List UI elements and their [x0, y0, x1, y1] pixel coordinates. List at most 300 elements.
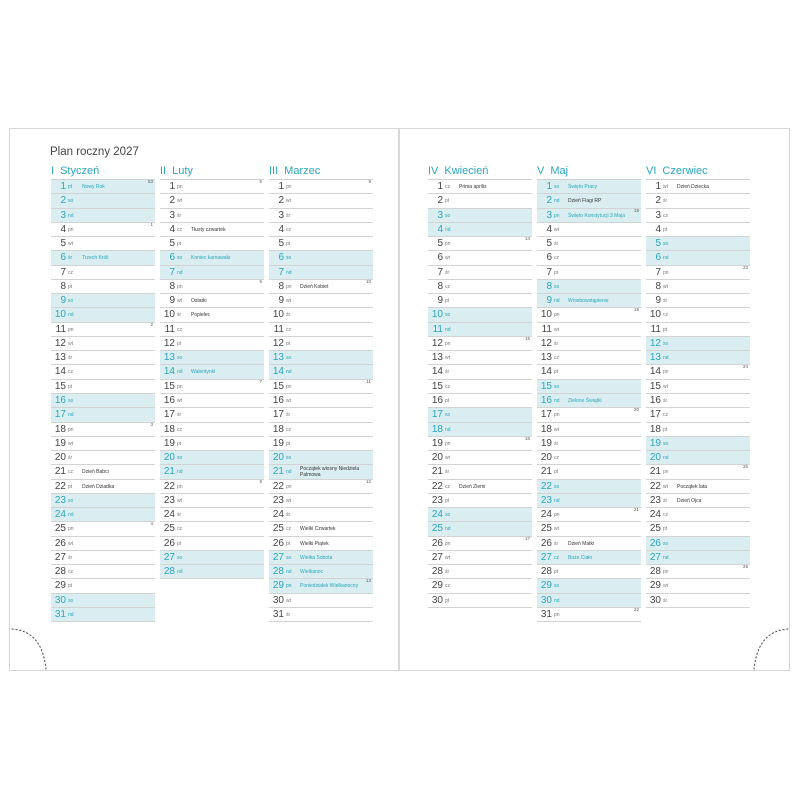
weekday-abbr: cz: [68, 469, 73, 476]
day-row: [537, 308, 641, 322]
weekday-abbr: cz: [177, 526, 182, 533]
day-row: [537, 223, 641, 237]
weekday-abbr: pn: [286, 184, 292, 190]
weekday-abbr: so: [663, 540, 669, 547]
day-number: 9: [169, 295, 175, 307]
weekday-abbr: so: [177, 355, 183, 362]
day-row: [428, 522, 532, 536]
day-row: [269, 337, 373, 351]
day-row: [269, 594, 373, 608]
day-row: [269, 294, 373, 308]
day-row: [160, 522, 264, 536]
weekday-abbr: pt: [554, 369, 559, 376]
week-number: 16: [524, 435, 530, 441]
month-header: [537, 163, 641, 179]
day-number: 28: [54, 566, 66, 578]
day-number: 23: [272, 494, 284, 506]
day-row: [51, 451, 155, 465]
day-number: 17: [649, 409, 661, 421]
weekday-abbr: wt: [663, 583, 668, 590]
day-number: 16: [54, 394, 66, 406]
week-number: 19: [633, 307, 639, 313]
weekday-abbr: wt: [663, 184, 668, 190]
day-row: [269, 209, 373, 223]
day-row: [537, 480, 641, 494]
weekday-abbr: cz: [445, 283, 450, 290]
week-number: 5: [259, 179, 262, 184]
day-row: [269, 408, 373, 422]
day-number: 31: [272, 608, 284, 620]
weekday-abbr: wt: [177, 397, 182, 404]
day-row: [269, 522, 373, 536]
weekday-abbr: pt: [286, 340, 291, 347]
weekday-abbr: wt: [663, 483, 668, 490]
day-row: [51, 380, 155, 394]
weekday-abbr: pt: [177, 241, 182, 248]
weekday-abbr: so: [68, 597, 74, 604]
day-number: 3: [655, 209, 661, 221]
day-number: 21: [649, 466, 661, 478]
week-number: 10: [365, 278, 371, 284]
day-list: [160, 179, 264, 579]
weekday-abbr: wt: [663, 383, 668, 390]
day-row: [160, 266, 264, 280]
day-row: [537, 351, 641, 365]
month-header: [160, 163, 264, 179]
day-row: [646, 308, 750, 322]
week-number: 20: [633, 407, 639, 413]
day-row: [646, 565, 750, 579]
day-row: [269, 194, 373, 208]
day-row: [51, 537, 155, 551]
week-number: 22: [633, 606, 639, 612]
day-number: 22: [54, 480, 66, 492]
weekday-abbr: pn: [68, 426, 74, 433]
day-row: [428, 508, 532, 522]
day-number: 28: [649, 566, 661, 578]
day-row: [51, 365, 155, 379]
weekday-abbr: pn: [445, 241, 451, 248]
holiday-label: Święto Konstytucji 3 Maja: [568, 212, 625, 219]
day-row: [269, 380, 373, 394]
day-number: 27: [272, 551, 284, 563]
day-number: 17: [272, 409, 284, 421]
weekday-abbr: pt: [68, 583, 73, 590]
holiday-label: Tłusty czwartek: [191, 226, 226, 233]
day-row: [537, 465, 641, 479]
day-number: 26: [272, 537, 284, 549]
day-number: 24: [54, 509, 66, 521]
weekday-abbr: so: [177, 554, 183, 561]
day-number: 5: [278, 238, 284, 250]
day-list: [646, 179, 750, 608]
day-row: [428, 337, 532, 351]
weekday-abbr: pn: [554, 611, 560, 618]
weekday-abbr: pn: [68, 226, 74, 233]
day-row: [160, 308, 264, 322]
day-number: 1: [437, 181, 443, 192]
day-number: 2: [60, 195, 66, 207]
day-number: 20: [54, 452, 66, 464]
day-number: 31: [54, 608, 66, 620]
day-row: [537, 194, 641, 208]
day-number: 14: [540, 366, 552, 378]
day-row: [428, 251, 532, 265]
day-row: [269, 579, 373, 593]
day-number: 26: [54, 537, 66, 549]
weekday-abbr: śr: [663, 298, 668, 305]
weekday-abbr: pt: [286, 540, 291, 547]
day-row: [646, 551, 750, 565]
day-number: 11: [541, 323, 552, 335]
day-number: 26: [431, 537, 443, 549]
weekday-abbr: so: [445, 312, 451, 319]
dotted-arc-icon: [10, 625, 50, 671]
day-row: [51, 194, 155, 208]
day-row: [160, 437, 264, 451]
day-number: 2: [278, 195, 284, 207]
day-number: 22: [431, 480, 443, 492]
day-number: 10: [163, 309, 175, 321]
week-number: 1: [150, 221, 153, 227]
day-number: 9: [546, 295, 552, 307]
day-number: 27: [649, 551, 661, 563]
weekday-abbr: wt: [68, 340, 73, 347]
day-row: [269, 323, 373, 337]
week-number: 25: [742, 464, 748, 470]
day-row: [51, 408, 155, 422]
day-row: [160, 480, 264, 494]
week-number: 8: [259, 478, 262, 484]
day-number: 16: [163, 394, 175, 406]
day-number: 25: [272, 523, 284, 535]
month-name: Kwiecień: [444, 165, 489, 177]
day-row: [269, 465, 373, 479]
day-row: [428, 437, 532, 451]
day-row: [160, 494, 264, 508]
day-number: 13: [163, 352, 175, 364]
day-row: [160, 423, 264, 437]
weekday-abbr: nd: [177, 269, 183, 276]
day-number: 25: [54, 523, 66, 535]
day-list: [428, 179, 532, 608]
weekday-abbr: nd: [663, 255, 669, 262]
month-numeral: II: [160, 165, 167, 177]
weekday-abbr: śr: [177, 312, 182, 319]
weekday-abbr: śr: [68, 554, 73, 561]
day-number: 30: [272, 594, 284, 606]
day-number: 10: [54, 309, 66, 321]
day-row: [269, 251, 373, 265]
day-number: 26: [649, 537, 661, 549]
weekday-abbr: wt: [554, 526, 559, 533]
day-number: 14: [272, 366, 284, 378]
day-number: 3: [60, 209, 66, 221]
day-number: 5: [169, 238, 175, 250]
day-row: [51, 323, 155, 337]
weekday-abbr: wt: [554, 326, 559, 333]
weekday-abbr: so: [554, 283, 560, 290]
day-number: 19: [649, 437, 661, 449]
weekday-abbr: pt: [445, 298, 450, 305]
day-number: 15: [431, 380, 443, 392]
day-number: 13: [272, 352, 284, 364]
holiday-label: Dzień Kobiet: [300, 283, 329, 290]
day-row: [537, 408, 641, 422]
week-number: 17: [524, 535, 530, 541]
day-number: 24: [540, 509, 552, 521]
day-row: [537, 451, 641, 465]
weekday-abbr: pn: [286, 583, 292, 590]
day-number: 8: [655, 280, 661, 292]
day-number: 24: [163, 509, 175, 521]
day-row: [160, 537, 264, 551]
weekday-abbr: cz: [554, 255, 559, 262]
holiday-label: Nowy Rok: [82, 184, 105, 190]
day-number: 6: [437, 252, 443, 264]
day-row: [51, 579, 155, 593]
day-row: [646, 351, 750, 365]
day-number: 6: [169, 252, 175, 264]
day-row: [51, 266, 155, 280]
weekday-abbr: pn: [554, 412, 560, 419]
day-number: 8: [546, 280, 552, 292]
week-number: 4: [150, 521, 153, 527]
day-number: 6: [546, 252, 552, 264]
holiday-label: Wielka Sobota: [300, 554, 333, 561]
weekday-abbr: cz: [663, 412, 668, 419]
day-row: [646, 494, 750, 508]
day-row: [51, 508, 155, 522]
day-row: [428, 551, 532, 565]
day-number: 4: [655, 223, 661, 235]
weekday-abbr: śr: [663, 397, 668, 404]
weekday-abbr: śr: [445, 569, 450, 576]
day-number: 29: [540, 580, 552, 592]
day-row: [537, 266, 641, 280]
holiday-label: Zielone Świątki: [568, 397, 602, 404]
day-number: 18: [649, 423, 661, 435]
day-number: 28: [431, 566, 443, 578]
day-number: 13: [54, 352, 66, 364]
day-number: 12: [431, 337, 443, 349]
day-row: [537, 494, 641, 508]
weekday-abbr: pn: [445, 540, 451, 547]
day-row: [51, 565, 155, 579]
weekday-abbr: wt: [663, 283, 668, 290]
day-number: 4: [169, 223, 175, 235]
day-row: [51, 594, 155, 608]
weekday-abbr: wt: [177, 298, 182, 305]
weekday-abbr: cz: [177, 226, 182, 233]
day-number: 19: [272, 437, 284, 449]
day-number: 24: [649, 509, 661, 521]
day-number: 14: [163, 366, 175, 378]
month-numeral: V: [537, 165, 545, 177]
holiday-label: Wielki Czwartek: [300, 526, 336, 533]
day-row: [646, 266, 750, 280]
weekday-abbr: so: [177, 455, 183, 462]
day-row: [51, 251, 155, 265]
week-number: 21: [633, 507, 639, 513]
day-number: 10: [431, 309, 443, 321]
day-row: [646, 537, 750, 551]
day-row: [51, 494, 155, 508]
weekday-abbr: śr: [177, 212, 182, 219]
holiday-label: Prima aprilis: [459, 184, 487, 190]
day-number: 10: [649, 309, 661, 321]
weekday-abbr: so: [286, 455, 292, 462]
day-row: [537, 594, 641, 608]
day-row: [269, 308, 373, 322]
weekday-abbr: pt: [554, 269, 559, 276]
month-column: [646, 163, 750, 608]
day-row: [51, 351, 155, 365]
day-row: [160, 294, 264, 308]
weekday-abbr: śr: [68, 455, 73, 462]
day-list: [537, 179, 641, 622]
day-row: [428, 323, 532, 337]
day-number: 20: [272, 452, 284, 464]
day-number: 27: [540, 551, 552, 563]
day-row: [269, 351, 373, 365]
day-number: 3: [169, 209, 175, 221]
day-list: [51, 179, 155, 622]
month-name: Marzec: [284, 165, 321, 177]
weekday-abbr: nd: [445, 526, 451, 533]
day-number: 1: [278, 181, 284, 192]
week-number: 12: [365, 478, 371, 484]
day-row: [51, 337, 155, 351]
holiday-label: Dzień Flagi RP: [568, 198, 602, 205]
day-row: [646, 408, 750, 422]
month-column: [537, 163, 641, 622]
day-row: [537, 551, 641, 565]
weekday-abbr: wt: [68, 440, 73, 447]
day-row: [646, 223, 750, 237]
weekday-abbr: nd: [68, 412, 74, 419]
day-row: [537, 209, 641, 223]
day-row: [160, 351, 264, 365]
day-row: [269, 480, 373, 494]
weekday-abbr: so: [177, 255, 183, 262]
day-row: [160, 380, 264, 394]
weekday-abbr: śr: [445, 269, 450, 276]
day-row: [537, 394, 641, 408]
day-row: [269, 365, 373, 379]
day-row: [646, 594, 750, 608]
day-number: 17: [540, 409, 552, 421]
holiday-label: Boże Ciało: [568, 554, 593, 561]
weekday-abbr: nd: [445, 226, 451, 233]
day-row: [646, 423, 750, 437]
day-number: 7: [546, 266, 552, 278]
day-row: [646, 480, 750, 494]
weekday-abbr: cz: [68, 369, 73, 376]
page-title: Plan roczny 2027: [50, 146, 139, 158]
weekday-abbr: cz: [663, 312, 668, 319]
day-number: 16: [272, 394, 284, 406]
day-row: [428, 579, 532, 593]
month-numeral: III: [269, 165, 279, 177]
day-number: 4: [437, 223, 443, 235]
holiday-label: Popielec: [191, 312, 211, 319]
day-number: 3: [278, 209, 284, 221]
holiday-label: Wielkanoc: [300, 569, 324, 576]
day-number: 24: [272, 509, 284, 521]
day-row: [160, 323, 264, 337]
day-row: [269, 266, 373, 280]
day-row: [160, 194, 264, 208]
weekday-abbr: cz: [286, 226, 291, 233]
weekday-abbr: wt: [445, 255, 450, 262]
weekday-abbr: so: [286, 255, 292, 262]
day-row: [51, 465, 155, 479]
day-number: 8: [437, 280, 443, 292]
day-number: 11: [273, 323, 284, 335]
weekday-abbr: pt: [554, 469, 559, 476]
weekday-abbr: nd: [286, 569, 292, 576]
day-row: [428, 237, 532, 251]
day-row: [537, 365, 641, 379]
day-number: 27: [431, 551, 443, 563]
day-row: [428, 465, 532, 479]
weekday-abbr: wt: [286, 298, 291, 305]
weekday-abbr: pn: [663, 569, 669, 576]
day-number: 7: [60, 266, 66, 278]
day-number: 13: [540, 352, 552, 364]
day-row: [51, 308, 155, 322]
day-row: [428, 537, 532, 551]
weekday-abbr: wt: [177, 198, 182, 205]
day-number: 20: [540, 452, 552, 464]
day-number: 11: [432, 323, 443, 335]
weekday-abbr: pn: [663, 469, 669, 476]
day-row: [537, 237, 641, 251]
weekday-abbr: pn: [286, 383, 292, 390]
weekday-abbr: so: [445, 512, 451, 519]
day-row: [428, 294, 532, 308]
weekday-abbr: nd: [177, 469, 183, 476]
day-row: [160, 223, 264, 237]
day-row: [428, 180, 532, 194]
month-numeral: IV: [428, 165, 439, 177]
day-number: 10: [540, 309, 552, 321]
day-number: 15: [649, 380, 661, 392]
day-number: 29: [54, 580, 66, 592]
day-number: 31: [540, 608, 552, 620]
weekday-abbr: cz: [445, 483, 450, 490]
weekday-abbr: cz: [445, 184, 450, 190]
day-number: 30: [540, 594, 552, 606]
weekday-abbr: śr: [286, 412, 291, 419]
week-number: 7: [259, 378, 262, 384]
day-number: 25: [540, 523, 552, 535]
month-column: [428, 163, 532, 608]
weekday-abbr: pn: [663, 369, 669, 376]
day-number: 21: [272, 466, 284, 478]
weekday-abbr: pn: [68, 326, 74, 333]
weekday-abbr: so: [68, 198, 74, 205]
weekday-abbr: nd: [286, 369, 292, 376]
day-row: [537, 280, 641, 294]
day-row: [269, 494, 373, 508]
day-number: 8: [278, 280, 284, 292]
day-row: [428, 365, 532, 379]
day-number: 2: [169, 195, 175, 207]
day-number: 30: [54, 594, 66, 606]
weekday-abbr: wt: [286, 397, 291, 404]
